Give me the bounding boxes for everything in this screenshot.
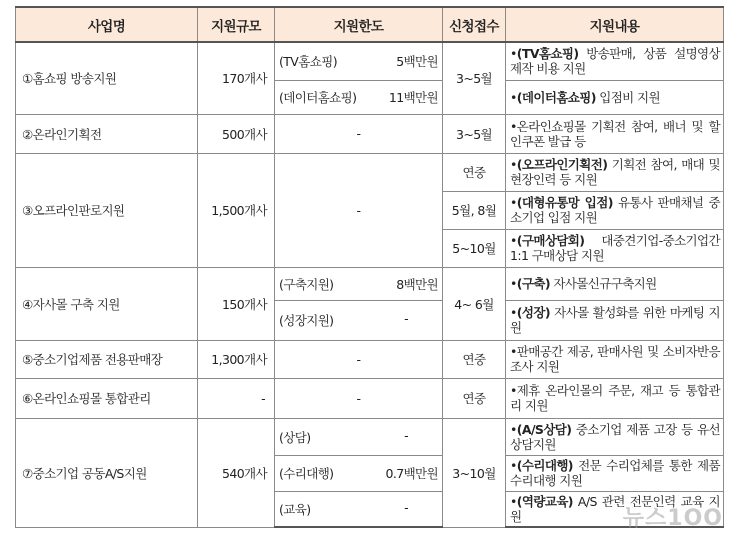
- content-text: 자사몰 활성화를 위한 마케팅 지원: [510, 305, 720, 335]
- limit-amount: 11백만원: [388, 90, 438, 105]
- bullet: •: [510, 195, 517, 210]
- content-cell: [506, 114, 724, 153]
- program-scale: 150개사: [198, 267, 275, 340]
- content-cell: [506, 153, 724, 191]
- bullet: •: [510, 458, 517, 473]
- header-program-name: 사업명: [16, 7, 198, 42]
- content-text: 자사몰신규구축지원: [549, 276, 657, 291]
- limit-amount: 0.7백만원: [385, 466, 438, 481]
- program-period: 연중: [443, 378, 506, 418]
- content-text: 유통사 판매채널 중소기업 입점 지원: [510, 195, 721, 225]
- limit-amount: -: [404, 499, 408, 515]
- program-name: ⑤중소기업제품 전용판매장: [16, 340, 198, 378]
- content-text: 중소기업 제품 고장 등 유선상담지원: [510, 421, 720, 452]
- header-row: [16, 7, 724, 42]
- header-limit: 지원한도: [275, 7, 443, 42]
- bullet: •: [510, 118, 517, 134]
- content-text: 온라인쇼핑몰 기획전 참여, 배너 및 할인쿠폰 발급 등: [510, 118, 720, 149]
- bullet: •: [510, 276, 517, 291]
- program-name: ⑦중소기업 공동A/S지원: [16, 418, 198, 527]
- program-scale: 540개사: [198, 418, 275, 527]
- program-period: 연중: [443, 153, 506, 191]
- bullet: •: [510, 46, 517, 62]
- content-text: 입점비 지원: [595, 89, 660, 105]
- limit-amount: -: [404, 311, 408, 326]
- support-program-table: [15, 6, 724, 528]
- limit-amount: 5백만원: [396, 54, 438, 70]
- content-text: 대중견기업-중소기업간1:1 구매상담 지원: [510, 233, 720, 263]
- table-row: [16, 340, 724, 378]
- content-cell: [506, 191, 724, 229]
- program-scale: 170개사: [198, 42, 275, 114]
- bullet: •: [510, 305, 517, 320]
- content-cell: [506, 455, 724, 491]
- program-period: 3~5월: [443, 114, 506, 153]
- program-period: 3~10월: [443, 418, 506, 527]
- content-heading: (수리대행): [516, 458, 573, 473]
- content-cell: [506, 42, 724, 80]
- program-scale: 1,500개사: [198, 153, 275, 267]
- header-scale: 지원규모: [198, 7, 275, 42]
- table-row: [16, 153, 724, 191]
- limit-cell: [275, 418, 443, 455]
- table-row: [16, 42, 724, 80]
- limit-cell: [275, 42, 443, 80]
- content-cell: [506, 267, 724, 300]
- limit-cell: [275, 455, 443, 491]
- limit-cell: [275, 80, 443, 114]
- bullet: •: [510, 157, 517, 172]
- program-name: ②온라인기획전: [16, 114, 198, 153]
- program-scale: 500개사: [198, 114, 275, 153]
- program-period: 3~5월: [443, 42, 506, 114]
- content-text: 기획전 참여, 매대 및 현장인력 등 지원: [510, 157, 720, 187]
- bullet: •: [510, 89, 517, 105]
- content-heading: (구매상담회): [516, 233, 585, 248]
- content-cell: [506, 229, 724, 267]
- limit-label: (수리대행): [279, 466, 334, 481]
- table-row: [16, 114, 724, 153]
- bullet: •: [510, 344, 517, 359]
- limit-amount: -: [404, 427, 408, 443]
- program-limit: -: [275, 153, 443, 267]
- bullet: •: [510, 421, 517, 437]
- program-limit: -: [275, 378, 443, 418]
- content-cell: [506, 418, 724, 455]
- program-period: 연중: [443, 340, 506, 378]
- content-heading: (구축): [516, 276, 550, 291]
- content-text: 판매공간 제공, 판매사원 및 소비자반응 조사 지원: [510, 344, 720, 374]
- limit-cell: [275, 300, 443, 340]
- content-heading: (오프라인기획전): [516, 157, 608, 172]
- program-period: 4~ 6월: [443, 267, 506, 340]
- program-limit: -: [275, 340, 443, 378]
- content-heading: (TV홈쇼핑): [516, 46, 579, 62]
- bullet: •: [510, 383, 517, 398]
- program-name: ⑥온라인쇼핑몰 통합관리: [16, 378, 198, 418]
- table-row: [16, 378, 724, 418]
- header-content: 지원내용: [506, 7, 724, 42]
- bullet: •: [510, 233, 517, 248]
- limit-cell: [275, 267, 443, 300]
- limit-amount: 8백만원: [396, 276, 438, 292]
- content-text: 제휴 온라인몰의 주문, 재고 등 통합관리 지원: [510, 383, 720, 413]
- limit-label: (데이터홈쇼핑): [279, 90, 357, 105]
- program-limit: -: [275, 114, 443, 153]
- program-scale: 1,300개사: [198, 340, 275, 378]
- content-heading: (역량교육): [516, 493, 573, 509]
- content-cell: [506, 300, 724, 340]
- bullet: •: [510, 493, 517, 509]
- watermark-logo: 뉴스1OO: [622, 506, 723, 531]
- content-text: 방송판매, 상품 설명영상 제작 비용 지원: [510, 46, 720, 77]
- header-period: 신청접수: [443, 7, 506, 42]
- content-text: 전문 수리업체를 통한 제품 수리대행 지원: [510, 458, 720, 488]
- limit-cell: [275, 491, 443, 527]
- program-scale: -: [198, 378, 275, 418]
- program-period: 5~10월: [443, 229, 506, 267]
- program-name: ④자사몰 구축 지원: [16, 267, 198, 340]
- content-heading: (데이터홈쇼핑): [516, 89, 596, 105]
- table-row: [16, 418, 724, 455]
- program-name: ③오프라인판로지원: [16, 153, 198, 267]
- content-heading: (A/S상담): [516, 421, 572, 437]
- limit-label: (교육): [279, 501, 311, 517]
- program-name: ①홈쇼핑 방송지원: [16, 42, 198, 114]
- limit-label: (TV홈쇼핑): [279, 54, 337, 70]
- content-heading: (성장): [516, 305, 550, 320]
- content-cell: [506, 340, 724, 378]
- limit-label: (성장지원): [279, 313, 334, 328]
- content-heading: (대형유통망 입점): [516, 195, 613, 210]
- program-period: 5월, 8월: [443, 191, 506, 229]
- table-row: [16, 267, 724, 300]
- limit-label: (상담): [279, 429, 311, 445]
- content-cell: [506, 378, 724, 418]
- content-cell: [506, 80, 724, 114]
- limit-label: (구축지원): [279, 276, 334, 292]
- content-text: A/S 관련 전문인력 교육 지원: [510, 493, 720, 524]
